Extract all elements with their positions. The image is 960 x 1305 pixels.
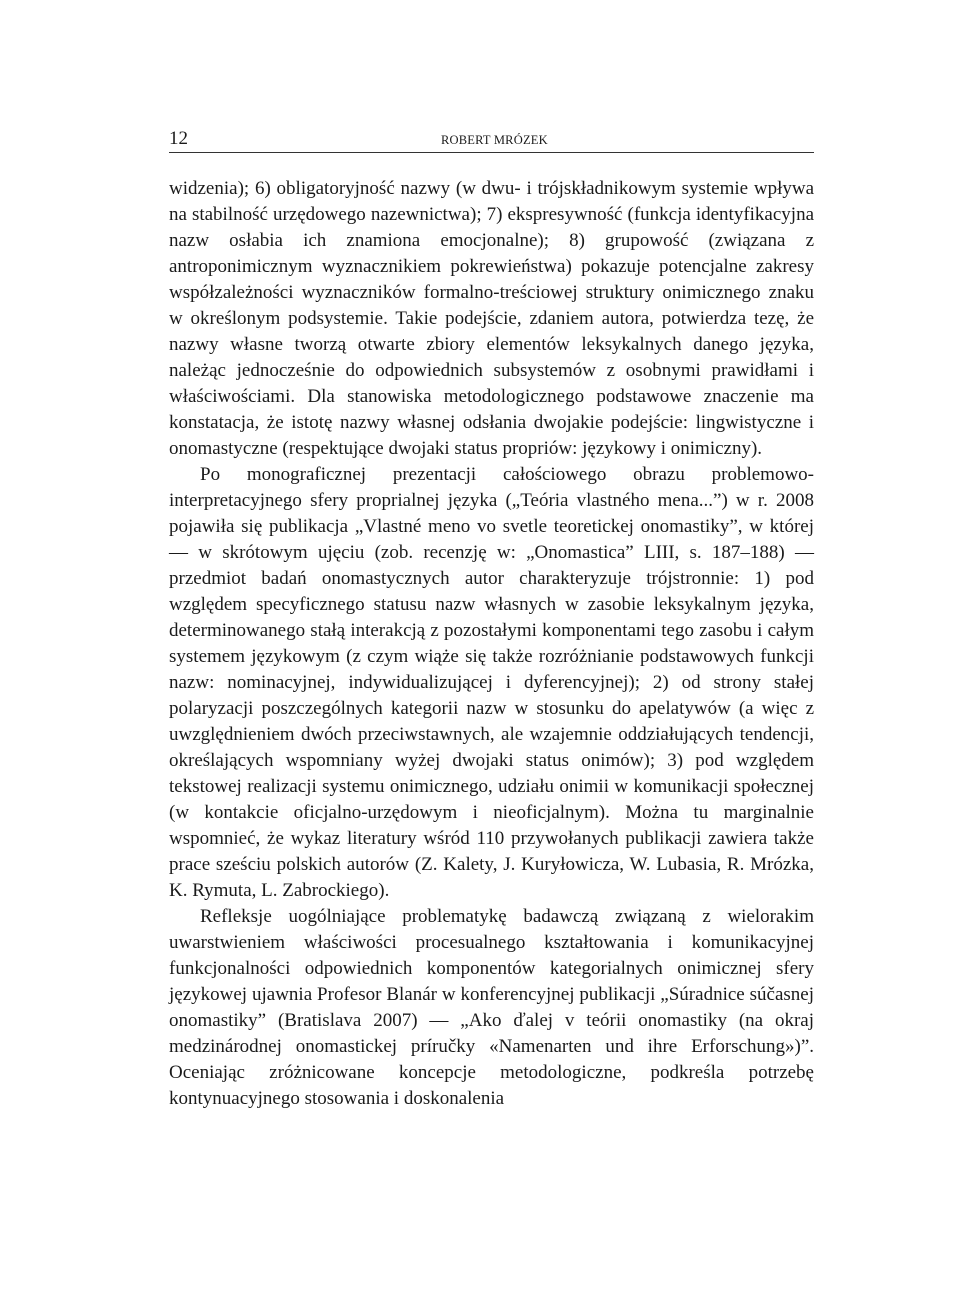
running-header xyxy=(169,128,814,153)
paragraph: Refleksje uogólniające problematykę badawczą związaną z wielorakim uwarstwieniem właściwości procesualnego kształtowania i komunikacyjnej funkcjonalności odpowiednich komponentów kategorialnych onimicznej sfery językowej ujawnia Profesor Blanár w konferencyjnej publikacji „Súradnice súčasnej onomastiky” (Bratislava 2007) — „Ako ďalej v teórii onomastiky (na okraj medzinárodnej onomastickej príručky «Namenarten und ihre Erforschung»)”. Oceniając zróżnicowane koncepcje metodologiczne, podkreśla potrzebę kontynuacyjnego stosowania i doskonalenia xyxy=(169,906,814,1109)
running-header-author: ROBERT MRÓZEK xyxy=(441,133,548,147)
page-number: 12 xyxy=(169,128,188,149)
paragraph: widzenia); 6) obligatoryjność nazwy (w dwu- i trójskładnikowym systemie wpływa na stabilność urzędowego nazewnictwa); 7) ekspresywność (funkcja identyfikacyjna nazw osłabia ich znamiona emocjonalne); 8) grupowość (związana z antroponimicznym wyznacznikiem pokrewieństwa) pokazuje potencjalne zakresy współzależności wyznaczników formalno-treściowej struktury onimicznego znaku w określonym podsystemie. Takie podejście, zdaniem autora, potwierdza tezę, że nazwy własne tworzą otwarte zbiory elementów leksykalnych danego języka, należąc jednocześnie do odpowiednich subsystemów z osobnymi prawidłami i właściwościami. Dla stanowiska metodologicznego podstawowe znaczenie ma konstatacja, że istotę nazwy własnej odsłania dwojakie podejście: lingwistyczne i onomastyczne (respektujące dwojaki status propriów: językowy i onimiczny). xyxy=(169,178,814,459)
body-text xyxy=(169,176,814,1112)
paragraph: Po monograficznej prezentacji całościowego obrazu problemowo-interpretacyjnego sfery proprialnej języka („Teória vlastného mena...”) w r. 2008 pojawiła się publikacja „Vlastné meno vo svetle teoretickej onomastiky”, w której — w skrótowym ujęciu (zob. recenzję w: „Onomastica” LIII, s. 187–188) — przedmiot badań onomastycznych autor charakteryzuje trójstronnie: 1) pod względem specyficznego statusu nazw własnych w zasobie leksykalnym języka, determinowanego stałą interakcją z pozostałymi komponentami tego zasobu i całym systemem językowym (z czym wiąże się także rozróżnianie podstawowych funkcji nazw: nominacyjnej, indywidualizującej i dyferencyjnej); 2) od strony stałej polaryzacji poszczególnych kategorii nazw w stosunku do apelatywów (a więc z uwzględnieniem dwóch przeciwstawnych, ale wzajemnie oddziałujących tendencji, określających wspomniany wyżej dwojaki status onimów); 3) pod względem tekstowej realizacji systemu onimicznego, udziału onimii w komunikacji społecznej (w kontakcie oficjalno-urzędowym i nieoficjalnym). Można tu marginalnie wspomnieć, że wykaz literatury wśród 110 przywołanych publikacji zawiera także prace sześciu polskich autorów (Z. Kalety, J. Kuryłowicza, W. Lubasia, R. Mrózka, K. Rymuta, L. Zabrockiego). xyxy=(169,464,814,901)
page xyxy=(169,128,814,1112)
